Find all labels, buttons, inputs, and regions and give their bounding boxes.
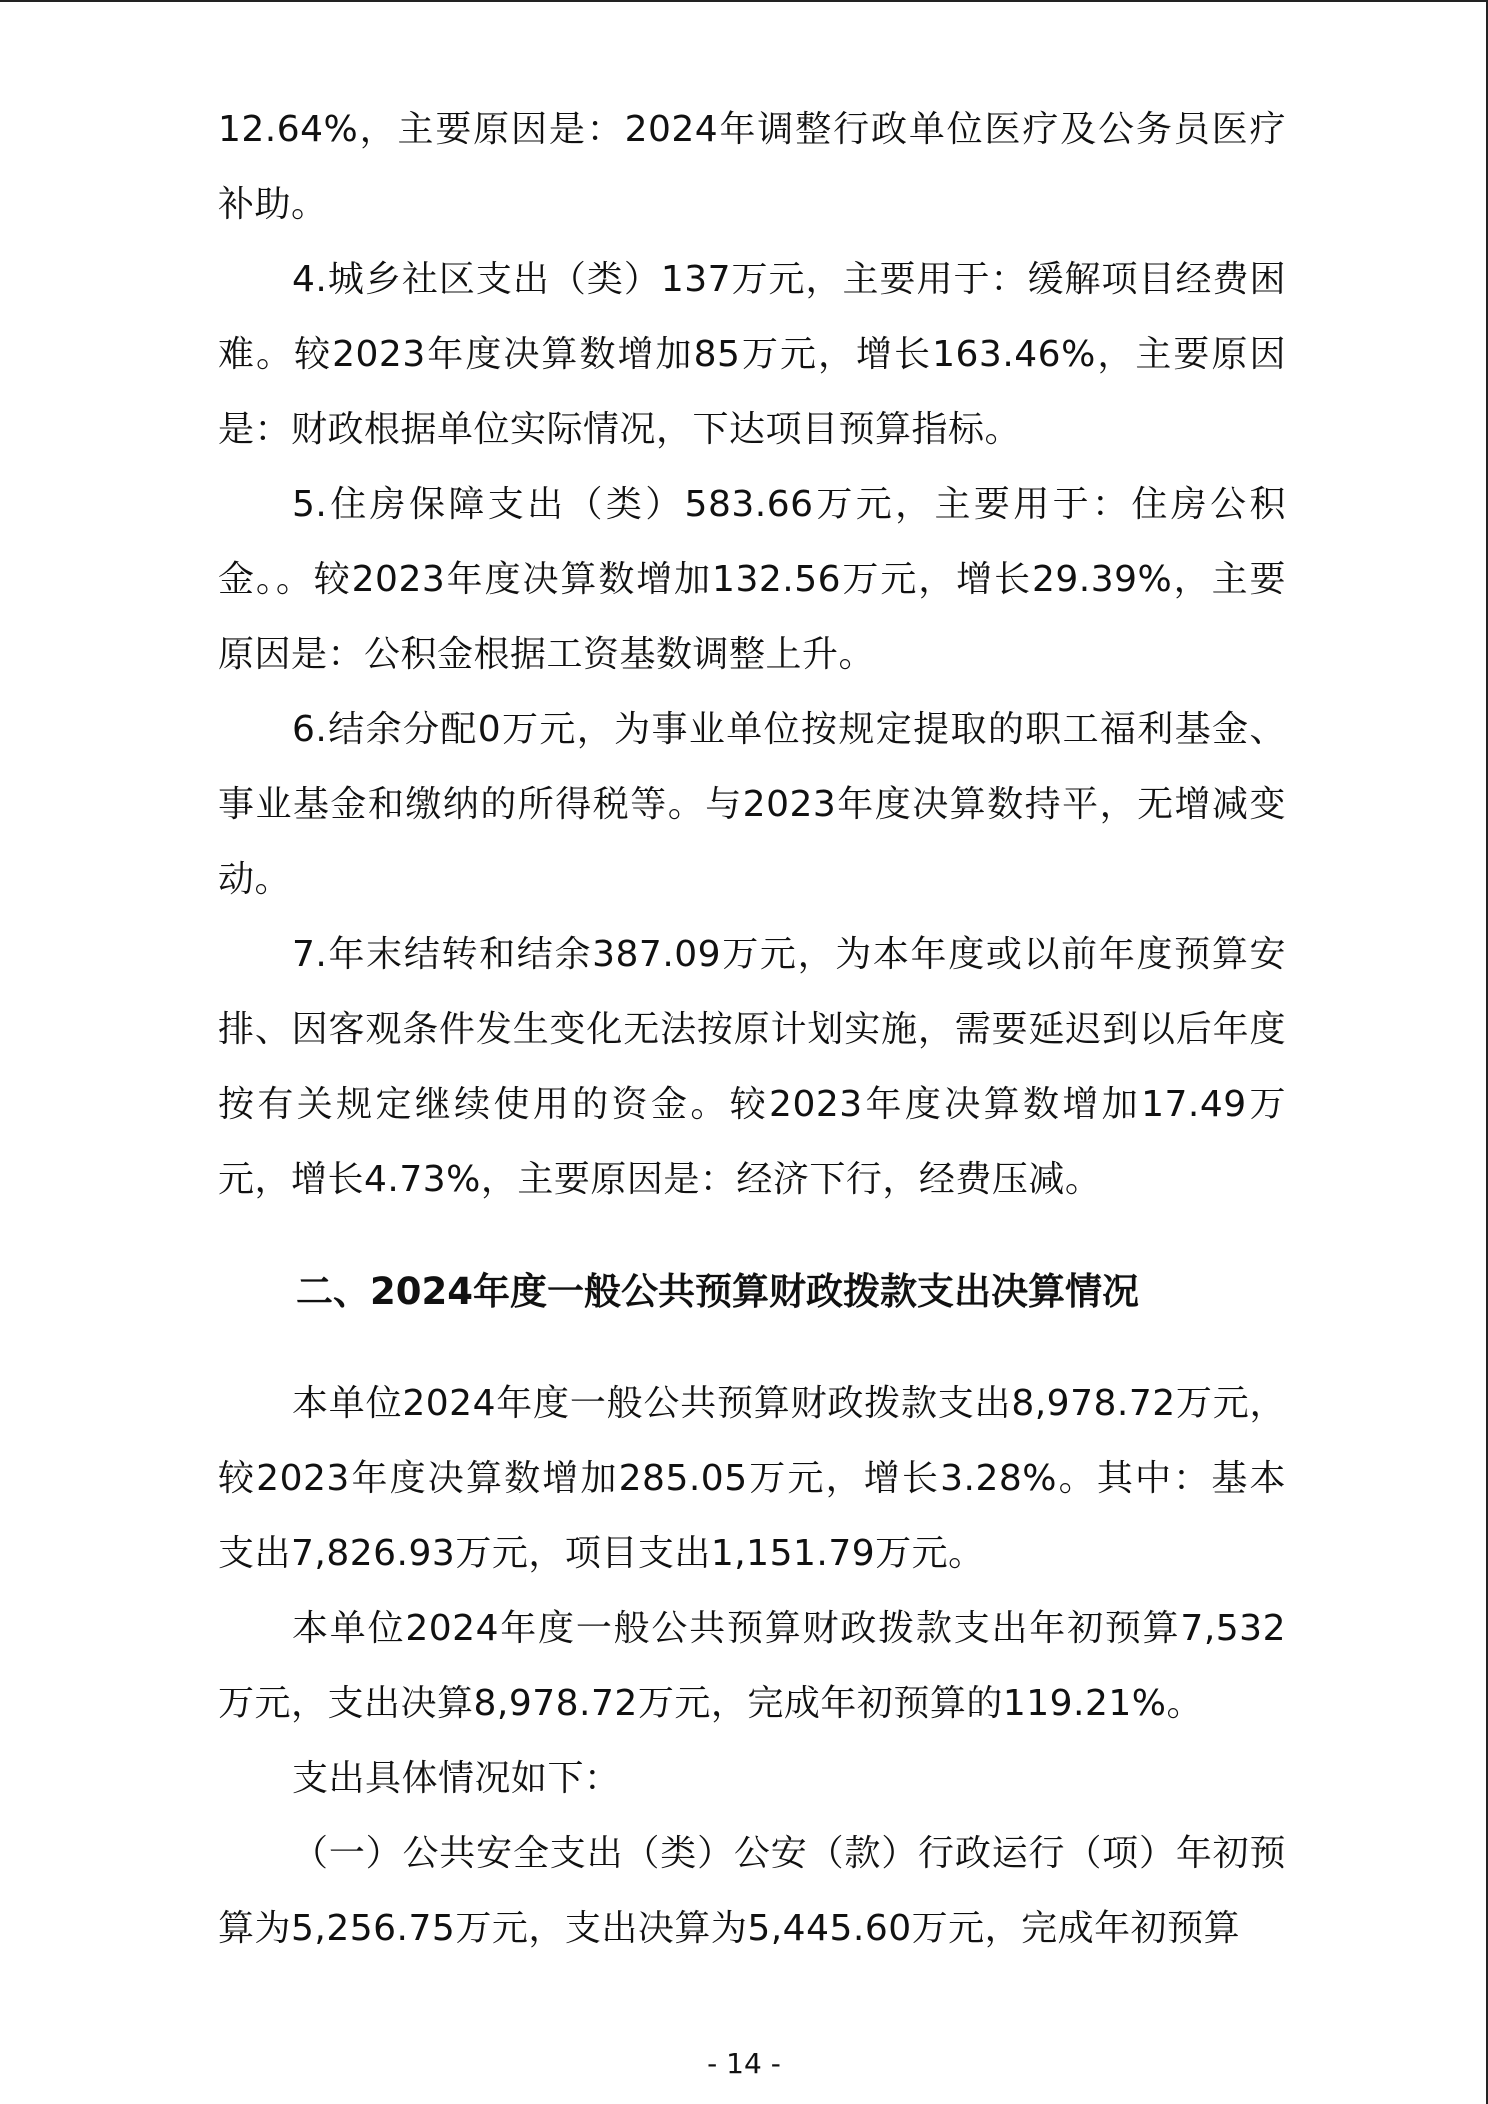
paragraph-year-end-balance: 7.年末结转和结余387.09万元，为本年度或以前年度预算安排、因客观条件发生变化无法按原计划实施，需要延迟到以后年度按有关规定继续使用的资金。较2023年度决算数增加17.49万元，增长4.73%，主要原因是：经济下行，经费压减。 [218,934,1286,1200]
paragraph-urban-rural-community: 4.城乡社区支出（类）137万元，主要用于：缓解项目经费困难。较2023年度决算数增加85万元，增长163.46%，主要原因是：财政根据单位实际情况，下达项目预算指标。 [218,259,1286,450]
paragraph-budget-completion: 本单位2024年度一般公共预算财政拨款支出年初预算7,532万元，支出决算8,978.72万元，完成年初预算的119.21%。 [218,1608,1286,1724]
paragraph-public-security: （一）公共安全支出（类）公安（款）行政运行（项）年初预算为5,256.75万元，支出决算为5,445.60万元，完成年初预算 [218,1833,1286,1949]
page-body [218,92,1286,1966]
paragraph-details-intro: 支出具体情况如下： [292,1758,621,1799]
section-heading: 二、2024年度一般公共预算财政拨款支出决算情况 [296,1270,1139,1313]
paragraph-total-expenditure: 本单位2024年度一般公共预算财政拨款支出8,978.72万元，较2023年度决算数增加285.05万元，增长3.28%。其中：基本支出7,826.93万元，项目支出1,151.79万元。 [218,1383,1286,1574]
paragraph-housing-security: 5.住房保障支出（类）583.66万元，主要用于：住房公积金。。较2023年度决算数增加132.56万元，增长29.39%，主要原因是：公积金根据工资基数调整上升。 [218,484,1286,675]
paragraph-medical-subsidy-continuation: 12.64%，主要原因是：2024年调整行政单位医疗及公务员医疗补助。 [218,109,1286,225]
paragraph-surplus-distribution: 6.结余分配0万元，为事业单位按规定提取的职工福利基金、事业基金和缴纳的所得税等。与2023年度决算数持平，无增减变动。 [218,709,1286,900]
page-number: - 14 - [707,2047,781,2080]
